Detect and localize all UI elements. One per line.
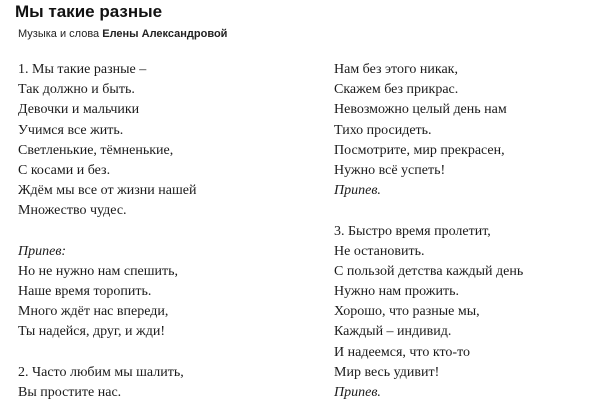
verse-3: [334, 222, 594, 404]
lyric-line: 3. Быстро время пролетит,: [334, 223, 491, 239]
lyric-line: Нужно всё успеть!: [334, 162, 446, 178]
credits-author: Елены Александровой: [102, 28, 228, 40]
lyric-line: С косами и без.: [18, 162, 111, 178]
lyric-line: Ты надейся, друг, и жди!: [18, 324, 165, 340]
lyric-line: Так должно и быть.: [18, 82, 135, 98]
lyric-line: Девочки и мальчики: [18, 102, 140, 118]
lyric-line: Вы простите нас.: [18, 385, 122, 400]
lyric-line: Мир весь удивит!: [334, 364, 440, 380]
lyric-line: Наше время торопить.: [18, 284, 152, 300]
lyric-line: Невозможно целый день нам: [334, 102, 507, 118]
credits-prefix: Музыка и слова: [18, 28, 100, 40]
lyric-line: Скажем без прикрас.: [334, 82, 459, 98]
stanza-gap: [18, 343, 308, 363]
lyric-line: И надеемся, что кто-то: [334, 344, 471, 360]
stanza-gap: [18, 222, 308, 242]
lyric-line: Множество чудес.: [18, 203, 127, 219]
lyric-line: С пользой детства каждый день: [334, 263, 524, 279]
chorus-reference: Припев.: [334, 183, 381, 199]
lyric-line: Учимся все жить.: [18, 122, 124, 138]
lyrics-left-column: [18, 60, 308, 403]
lyric-line: Тихо просидеть.: [334, 122, 432, 138]
lyrics-right-column: [334, 60, 594, 403]
lyric-line: Ждём мы все от жизни нашей: [18, 183, 197, 199]
lyric-line: Нужно нам прожить.: [334, 284, 459, 300]
lyric-line: Посмотрите, мир прекрасен,: [334, 142, 505, 158]
stanza-gap: [334, 201, 594, 221]
lyric-line: 2. Часто любим мы шалить,: [18, 364, 184, 380]
lyric-line: Много ждёт нас впереди,: [18, 304, 169, 320]
lyric-line: Нам без этого никак,: [334, 62, 458, 77]
lyric-line: 1. Мы такие разные –: [18, 62, 147, 77]
verse-2-continued: [334, 60, 594, 201]
chorus-reference: Припев.: [334, 385, 381, 400]
lyric-line: Хорошо, что разные мы,: [334, 304, 480, 320]
chorus: [18, 242, 308, 343]
lyric-line: Но не нужно нам спешить,: [18, 263, 179, 279]
lyric-line: Не остановить.: [334, 243, 425, 259]
lyric-line: Светленькие, тёмненькие,: [18, 142, 174, 158]
song-credits: [18, 28, 227, 40]
chorus-label: Припев:: [18, 243, 67, 259]
verse-2-start: [18, 363, 308, 403]
lyric-line: Каждый – индивид.: [334, 324, 452, 340]
page-title: Мы такие разные: [15, 2, 163, 21]
verse-1: [18, 60, 308, 222]
